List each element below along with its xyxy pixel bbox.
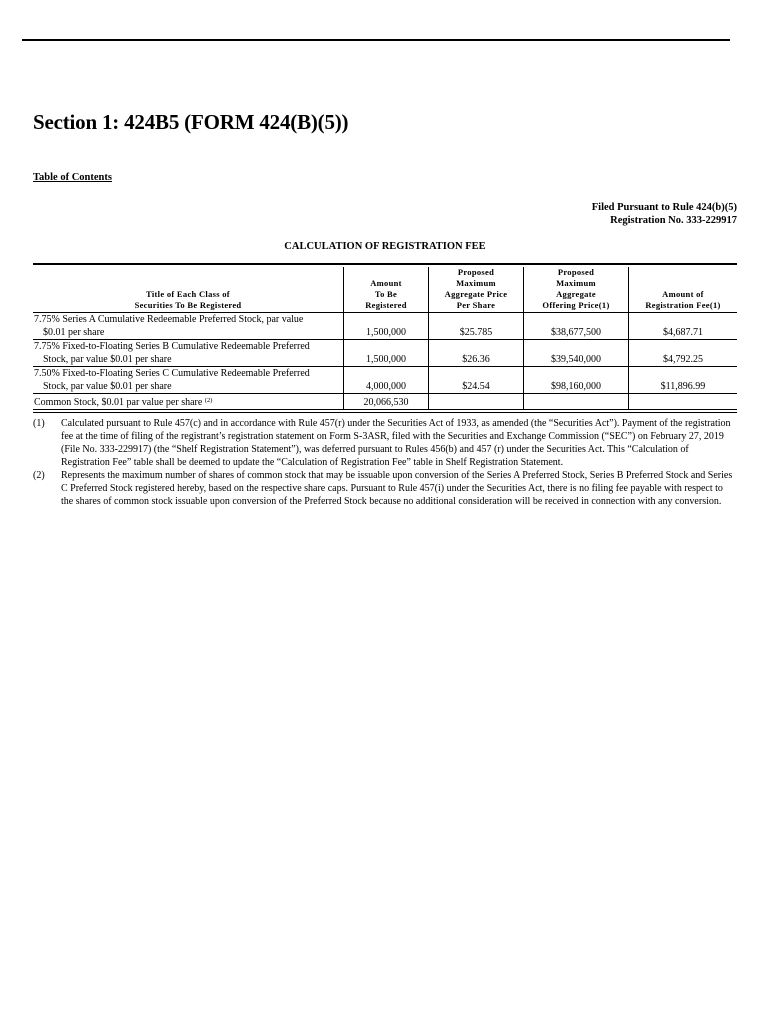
- footnote-number: (2): [33, 470, 45, 481]
- header-agg-line-1: Proposed: [557, 267, 595, 277]
- header-agg-line-3: Aggregate: [556, 289, 596, 299]
- header-amount-line-3: Registered: [365, 300, 407, 310]
- footnote-reference: (2): [204, 397, 213, 404]
- filing-info: [592, 201, 737, 227]
- security-line-1: 7.75% Fixed-to-Floating Series B Cumulative Redeemable Preferred: [34, 341, 310, 352]
- security-description: [33, 313, 344, 340]
- header-ppu-line-3: Aggregate Price: [444, 289, 508, 299]
- footnote: [33, 469, 737, 508]
- header-fee-line-2: Registration Fee(1): [645, 300, 721, 310]
- registration-fee-table: [33, 263, 737, 413]
- header-price-per-share: [429, 267, 524, 313]
- aggregate-offering-price: $98,160,000: [524, 367, 629, 394]
- filed-pursuant-line: Filed Pursuant to Rule 424(b)(5): [591, 202, 737, 213]
- registration-fee: $11,896.99: [629, 367, 738, 394]
- registration-fee: [629, 394, 738, 410]
- footnote-text: Represents the maximum number of shares of common stock that may be issuable upon conversion of the Series A Preferred Stock, Series B Preferred Stock and Series C Preferred Stock registered hereby, based on the respective share caps. Pursuant to Rule 457(i) under the Securities Act, there is no filing fee payable with respect to the shares of common stock issuable upon conversion of the Preferred Stock because no additional consideration will be received in connection with any conversion.: [61, 470, 733, 507]
- header-fee-line-1: Amount of: [662, 289, 704, 299]
- price-per-share: [429, 394, 524, 410]
- table-of-contents-link[interactable]: Table of Contents: [33, 172, 112, 183]
- header-title-of-class: [33, 267, 344, 313]
- header-ppu-line-1: Proposed: [457, 267, 495, 277]
- header-ppu-line-4: Per Share: [456, 300, 496, 310]
- table-row: [33, 340, 737, 367]
- table-row: [33, 313, 737, 340]
- header-amount-line-1: Amount: [370, 278, 402, 288]
- price-per-share: $25.785: [429, 313, 524, 340]
- aggregate-offering-price: $39,540,000: [524, 340, 629, 367]
- amount-registered: 1,500,000: [344, 313, 429, 340]
- registration-number: Registration No. 333-229917: [610, 215, 737, 226]
- security-description: [33, 367, 344, 394]
- aggregate-offering-price: [524, 394, 629, 410]
- registration-fee: $4,792.25: [629, 340, 738, 367]
- header-agg-line-4: Offering Price(1): [542, 300, 610, 310]
- registration-fee: $4,687.71: [629, 313, 738, 340]
- header-title-line-2: Securities To Be Registered: [134, 300, 242, 310]
- header-agg-line-2: Maximum: [556, 278, 596, 288]
- top-rule: [22, 39, 730, 41]
- footnotes: [33, 417, 737, 508]
- security-description: [33, 340, 344, 367]
- amount-registered: 1,500,000: [344, 340, 429, 367]
- header-aggregate-price: [524, 267, 629, 313]
- price-per-share: $26.36: [429, 340, 524, 367]
- page-title: Section 1: 424B5 (FORM 424(B)(5)): [33, 110, 349, 134]
- footnote: [33, 417, 737, 469]
- table-row: [33, 394, 737, 410]
- table-row: [33, 367, 737, 394]
- table-title: CALCULATION OF REGISTRATION FEE: [284, 241, 486, 252]
- header-registration-fee: [629, 267, 738, 313]
- aggregate-offering-price: $38,677,500: [524, 313, 629, 340]
- security-line-1: 7.75% Series A Cumulative Redeemable Preferred Stock, par value: [34, 314, 304, 325]
- header-amount: [344, 267, 429, 313]
- amount-registered: 4,000,000: [344, 367, 429, 394]
- amount-registered: 20,066,530: [344, 394, 429, 410]
- header-ppu-line-2: Maximum: [456, 278, 496, 288]
- price-per-share: $24.54: [429, 367, 524, 394]
- footnote-text: Calculated pursuant to Rule 457(c) and in accordance with Rule 457(r) under the Securities Act of 1933, as amended (the “Securities Act”). Payment of the registration fee at the time of filing of the registrant’s registration statement on Form S-3ASR, filed with the Securities and Exchange Commission (“SEC”) on February 27, 2019 (File No. 333-229917) (the “Shelf Registration Statement”), was deferred pursuant to Rules 456(b) and 457 (r) under the Securities Act. This “Calculation of Registration Fee” table shall be deemed to update the “Calculation of Registration Fee” table in Shelf Registration Statement.: [61, 418, 731, 468]
- footnote-number: (1): [33, 418, 45, 429]
- header-amount-line-2: To Be: [374, 289, 398, 299]
- security-line-1: 7.50% Fixed-to-Floating Series C Cumulative Redeemable Preferred: [34, 368, 310, 379]
- header-title-line-1: Title of Each Class of: [146, 289, 230, 299]
- security-line-2: $0.01 per share: [43, 327, 105, 338]
- security-line-2: Stock, par value $0.01 per share: [43, 354, 172, 365]
- security-line-2: Stock, par value $0.01 per share: [43, 381, 172, 392]
- table-header-row: [33, 267, 737, 313]
- security-description: [33, 394, 344, 410]
- security-line-1: Common Stock, $0.01 par value per share: [34, 397, 203, 408]
